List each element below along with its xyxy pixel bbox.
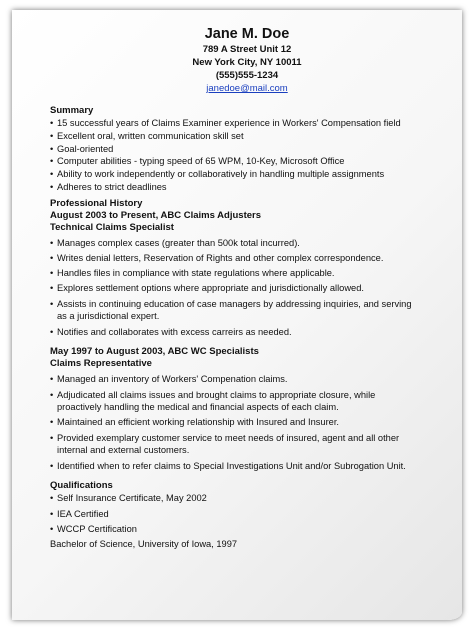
summary-item: • 15 successful years of Claims Examiner experience in Workers' Compensation field [50, 117, 420, 130]
summary-item: • Ability to work independently or collaboratively in handling multiple assignments [50, 168, 420, 181]
summary-section [50, 105, 420, 194]
job-duty: • Identified when to refer claims to Special Investigations Unit and/or Subrogation Unit. [50, 460, 420, 473]
job-duty: • Managed an inventory of Workers' Compenation claims. [50, 373, 420, 386]
qualifications-list [50, 492, 420, 535]
street-address: 789 A Street Unit 12 [202, 44, 292, 55]
job-duty: • Assists in continuing education of case managers by addressing inquiries, and serving as a jurisdictional expert. [50, 298, 420, 324]
job-dates-employer: May 1997 to August 2003, ABC WC Specialists [50, 346, 259, 358]
job-entry [50, 346, 420, 472]
summary-item: • Adheres to strict deadlines [50, 181, 420, 194]
summary-list [50, 117, 420, 194]
job-role: Claims Representative [50, 358, 152, 370]
job-entry [50, 210, 420, 339]
job-duty: • Explores settlement options where appropriate and jurisdictionally allowed. [50, 282, 420, 295]
resume-document [50, 25, 420, 551]
history-heading: Professional History [50, 197, 143, 209]
professional-history-section [50, 198, 420, 473]
job-duty: • Handles files in compliance with state regulations where applicable. [50, 267, 420, 280]
qualification-item: • IEA Certified [50, 508, 420, 521]
summary-item: • Excellent oral, written communication skill set [50, 130, 420, 143]
job-duty: • Notifies and collaborates with excess carreirs as needed. [50, 326, 420, 339]
summary-item: • Computer abilities - typing speed of 65 WPM, 10-Key, Microsoft Office [50, 155, 420, 168]
job-role: Technical Claims Specialist [50, 221, 174, 233]
degree-line: Bachelor of Science, University of Iowa, 1997 [50, 539, 238, 550]
contact-header [74, 25, 420, 95]
job-duty: • Manages complex cases (greater than 500k total incurred). [50, 237, 420, 250]
job-duty: • Adjudicated all claims issues and brought claims to appropriate closure, while proactively handling the medical and financial aspects of each claim. [50, 389, 420, 415]
job-duties-list [50, 237, 420, 339]
phone-number: (555)555-1234 [215, 70, 279, 81]
job-duty: • Maintained an efficient working relationship with Insured and Insurer. [50, 416, 420, 429]
email-link[interactable]: janedoe@mail.com [206, 83, 288, 94]
summary-item: • Goal-oriented [50, 143, 420, 156]
job-duties-list [50, 373, 420, 472]
qualifications-heading: Qualifications [50, 480, 113, 492]
resume-page [12, 10, 462, 620]
applicant-name: Jane M. Doe [204, 26, 290, 42]
job-duty: • Provided exemplary customer service to meet needs of insured, agent and all other internal and external customers. [50, 432, 420, 458]
qualifications-section [50, 480, 420, 550]
qualification-item: • Self Insurance Certificate, May 2002 [50, 492, 420, 505]
summary-heading: Summary [50, 105, 94, 116]
job-duty: • Writes denial letters, Reservation of Rights and other complex correspondence. [50, 252, 420, 265]
qualification-item: • WCCP Certification [50, 523, 420, 536]
job-dates-employer: August 2003 to Present, ABC Claims Adjusters [50, 209, 261, 221]
city-state-zip: New York City, NY 10011 [192, 57, 302, 68]
